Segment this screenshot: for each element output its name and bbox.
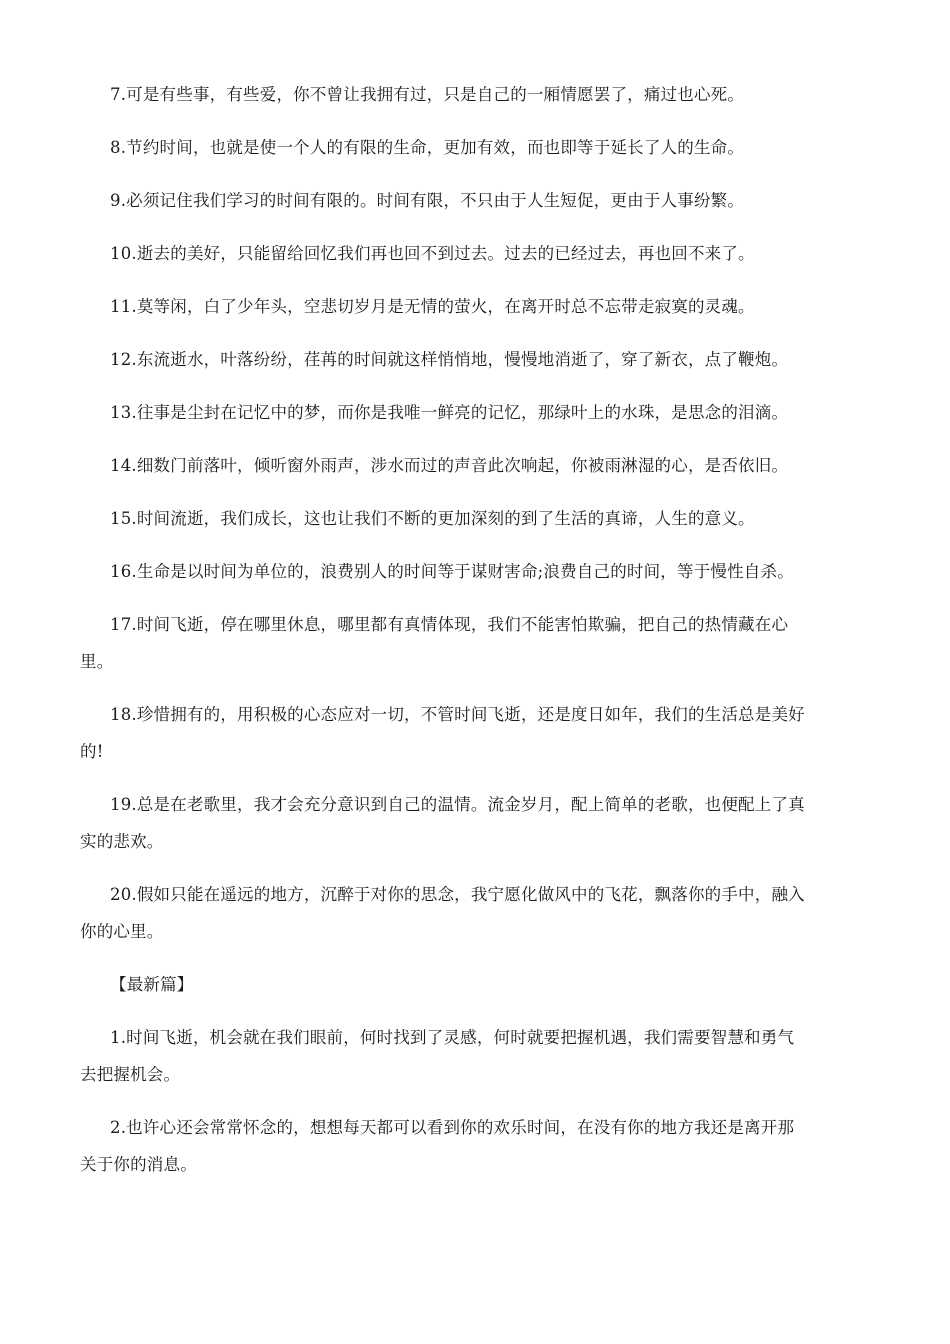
list-item [110,500,865,537]
section-heading: 【最新篇】 [110,975,194,994]
item-line: 16.生命是以时间为单位的，浪费别人的时间等于谋财害命;浪费自己的时间，等于慢性自杀。 [110,562,794,581]
list-item [80,876,865,950]
item-line: 19.总是在老歌里，我才会充分意识到自己的温情。流金岁月，配上简单的老歌，也便配上了真 [110,795,805,814]
item-line-wrap: 里。 [80,652,114,671]
item-line: 14.细数门前落叶，倾听窗外雨声，涉水而过的声音此次响起，你被雨淋湿的心，是否依旧。 [110,456,789,475]
item-line: 13.往事是尘封在记忆中的梦，而你是我唯一鲜亮的记忆，那绿叶上的水珠，是思念的泪滴。 [110,403,789,422]
item-line-wrap: 实的悲欢。 [80,832,164,851]
item-line: 1.时间飞逝，机会就在我们眼前，何时找到了灵感，何时就要把握机遇，我们需要智慧和勇气 [110,1028,795,1047]
item-line: 10.逝去的美好，只能留给回忆我们再也回不到过去。过去的已经过去，再也回不来了。 [110,244,755,263]
list-item [110,129,865,166]
item-line: 12.东流逝水，叶落纷纷，荏苒的时间就这样悄悄地，慢慢地消逝了，穿了新衣，点了鞭炮。 [110,350,789,369]
list-item [110,394,865,431]
item-line: 7.可是有些事，有些爱，你不曾让我拥有过，只是自己的一厢情愿罢了，痛过也心死。 [110,85,745,104]
item-line: 15.时间流逝，我们成长，这也让我们不断的更加深刻的到了生活的真谛，人生的意义。 [110,509,755,528]
item-line: 17.时间飞逝，停在哪里休息，哪里都有真情体现，我们不能害怕欺骗，把自己的热情藏在心 [110,615,789,634]
list-item [80,696,865,770]
list-item [110,447,865,484]
list-item [110,76,865,113]
item-line: 9.必须记住我们学习的时间有限的。时间有限，不只由于人生短促，更由于人事纷繁。 [110,191,745,210]
list-item [110,288,865,325]
item-line-wrap: 关于你的消息。 [80,1155,197,1174]
item-line-wrap: 的! [80,742,104,761]
item-line: 2.也许心还会常常怀念的，想想每天都可以看到你的欢乐时间，在没有你的地方我还是离开那 [110,1118,795,1137]
item-line: 18.珍惜拥有的，用积极的心态应对一切，不管时间飞逝，还是度日如年，我们的生活总是美好 [110,705,805,724]
item-line: 11.莫等闲，白了少年头，空悲切岁月是无情的萤火，在离开时总不忘带走寂寞的灵魂。 [110,297,755,316]
item-line-wrap: 去把握机会。 [80,1065,181,1084]
list-item [80,786,865,860]
list-item [110,553,865,590]
item-line-wrap: 你的心里。 [80,922,164,941]
document-content [80,76,865,1199]
item-line: 8.节约时间，也就是使一个人的有限的生命，更加有效，而也即等于延长了人的生命。 [110,138,745,157]
list-item [110,182,865,219]
list-item [80,1109,865,1183]
list-item [80,606,865,680]
list-item [110,341,865,378]
list-item [110,235,865,272]
item-line: 20.假如只能在遥远的地方，沉醉于对你的思念，我宁愿化做风中的飞花，飘落你的手中，融入 [110,885,805,904]
list-item [80,1019,865,1093]
